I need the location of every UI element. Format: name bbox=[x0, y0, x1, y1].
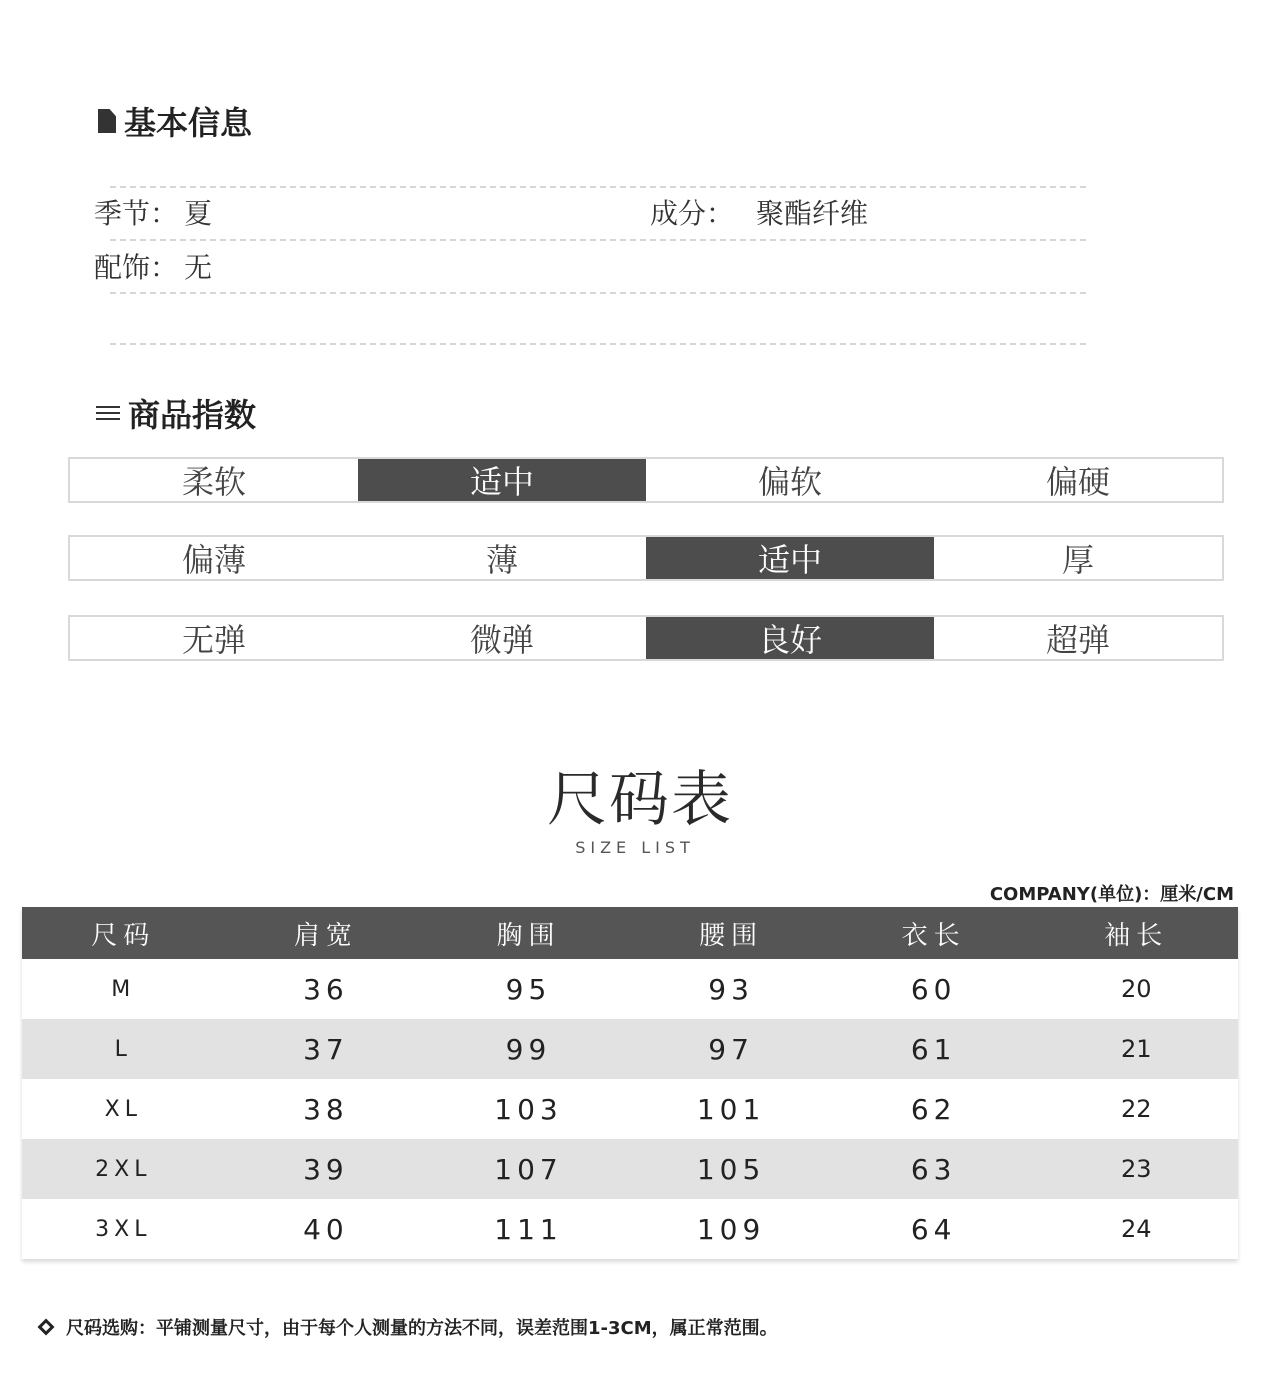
index-option-selected: 适中 bbox=[646, 537, 934, 579]
index-option: 偏软 bbox=[757, 463, 822, 501]
table-cell: 107 bbox=[494, 1152, 563, 1186]
product-index-heading bbox=[96, 390, 256, 436]
table-cell: 61 bbox=[910, 1032, 957, 1066]
column-header: 袖长 bbox=[1104, 920, 1169, 951]
basic-info-heading bbox=[98, 98, 252, 144]
column-header: 肩宽 bbox=[293, 920, 358, 951]
table-cell: 63 bbox=[910, 1152, 957, 1186]
table-cell: 62 bbox=[910, 1092, 957, 1126]
table-cell: 97 bbox=[708, 1032, 754, 1066]
diamond-icon bbox=[38, 1319, 55, 1336]
table-row bbox=[22, 1019, 1238, 1079]
divider bbox=[110, 186, 1086, 188]
table-body bbox=[22, 959, 1238, 1259]
index-option-selected: 适中 bbox=[358, 459, 646, 501]
size-chart-title: 尺码表 bbox=[547, 765, 733, 835]
material-label: 成分： bbox=[650, 197, 735, 230]
index-option: 薄 bbox=[485, 541, 518, 579]
sizing-note bbox=[38, 1314, 778, 1340]
softness-index bbox=[68, 457, 1224, 503]
table-row bbox=[22, 1139, 1238, 1199]
table-header bbox=[22, 907, 1238, 959]
index-option: 偏薄 bbox=[181, 541, 246, 579]
basic-info-title: 基本信息 bbox=[124, 104, 253, 142]
table-cell: 93 bbox=[708, 972, 754, 1006]
index-option: 无弹 bbox=[181, 621, 246, 659]
list-icon bbox=[96, 404, 120, 422]
season-value: 夏 bbox=[184, 197, 213, 230]
table-cell: 103 bbox=[494, 1092, 563, 1126]
document-icon bbox=[98, 109, 116, 133]
table-row bbox=[22, 1199, 1238, 1259]
column-header: 衣长 bbox=[901, 920, 966, 951]
table-cell: 23 bbox=[1120, 1155, 1152, 1183]
table-cell: 22 bbox=[1120, 1095, 1152, 1123]
table-row bbox=[22, 959, 1238, 1019]
size-table bbox=[22, 907, 1238, 1259]
table-cell: 21 bbox=[1120, 1035, 1152, 1063]
index-option-selected: 良好 bbox=[646, 617, 934, 659]
divider bbox=[110, 239, 1086, 241]
sizing-note-text: 尺码选购：平铺测量尺寸，由于每个人测量的方法不同，误差范围1-3CM，属正常范围。 bbox=[66, 1318, 778, 1339]
elasticity-index bbox=[68, 615, 1224, 661]
index-option: 偏硬 bbox=[1045, 463, 1110, 501]
index-option: 微弹 bbox=[469, 621, 534, 659]
table-cell: XL bbox=[104, 1096, 142, 1122]
table-cell: 2XL bbox=[95, 1156, 152, 1182]
table-cell: 37 bbox=[303, 1032, 349, 1066]
table-cell: L bbox=[114, 1036, 132, 1062]
column-header: 腰围 bbox=[699, 920, 764, 951]
divider bbox=[110, 292, 1086, 294]
table-cell: 109 bbox=[696, 1212, 766, 1246]
divider bbox=[110, 343, 1086, 345]
table-cell: 99 bbox=[505, 1032, 552, 1066]
material-value: 聚酯纤维 bbox=[756, 197, 869, 230]
accessory-label: 配饰： bbox=[94, 251, 179, 284]
table-cell: 40 bbox=[303, 1212, 349, 1246]
column-header: 胸围 bbox=[496, 920, 561, 951]
table-cell: 38 bbox=[303, 1092, 349, 1126]
unit-note: COMPANY(单位)：厘米/CM bbox=[989, 884, 1234, 905]
material-info bbox=[650, 192, 868, 232]
index-option: 厚 bbox=[1061, 541, 1094, 579]
table-cell: 105 bbox=[696, 1152, 766, 1186]
table-cell: 24 bbox=[1120, 1215, 1152, 1243]
index-option: 柔软 bbox=[181, 463, 246, 501]
accessory-value: 无 bbox=[184, 251, 213, 284]
table-cell: 95 bbox=[505, 972, 552, 1006]
table-cell: 3XL bbox=[95, 1216, 152, 1242]
table-cell: 111 bbox=[494, 1212, 563, 1246]
thickness-index bbox=[68, 535, 1224, 581]
table-cell: 60 bbox=[910, 972, 957, 1006]
table-cell: 101 bbox=[696, 1092, 766, 1126]
size-chart-subtitle: SIZE LIST bbox=[575, 838, 695, 857]
accessory-info bbox=[94, 246, 212, 286]
table-cell: 64 bbox=[910, 1212, 957, 1246]
column-header: 尺码 bbox=[91, 920, 156, 951]
table-cell: M bbox=[111, 976, 136, 1002]
table-cell: 20 bbox=[1120, 975, 1152, 1003]
index-option: 超弹 bbox=[1045, 621, 1110, 659]
table-cell: 39 bbox=[303, 1152, 349, 1186]
product-index-title: 商品指数 bbox=[128, 396, 257, 434]
season-info bbox=[94, 192, 212, 232]
table-cell: 36 bbox=[303, 972, 349, 1006]
season-label: 季节： bbox=[94, 197, 179, 230]
table-row bbox=[22, 1079, 1238, 1139]
